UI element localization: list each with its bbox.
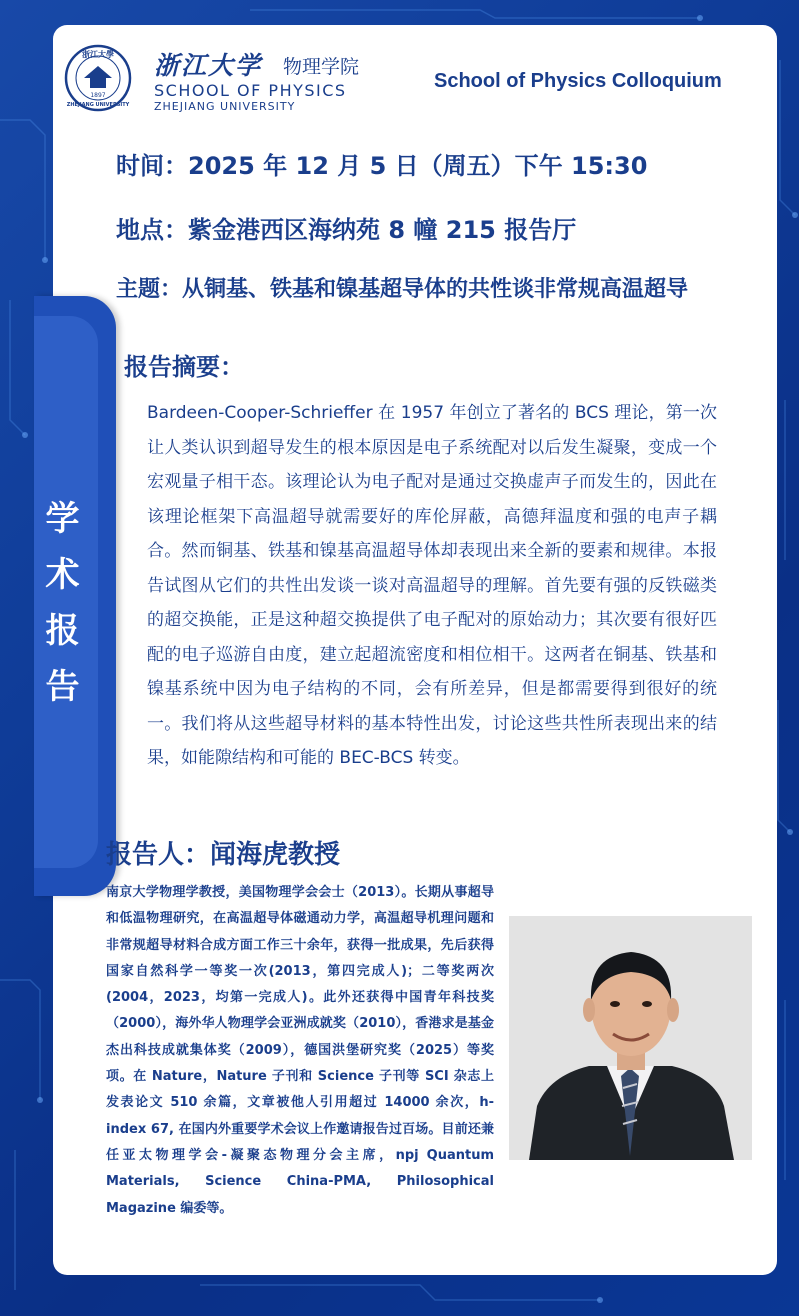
speaker-heading: 报告人：闻海虎教授 [106,840,341,870]
event-topic: 主题：从铜基、铁基和镍基超导体的共性谈非常规高温超导 [116,277,689,302]
seal-year: 1897 [90,92,106,99]
university-name-en: ZHEJIANG UNIVERSITY [154,100,296,113]
event-location: 地点：紫金港西区海纳苑 8 幢 215 报告厅 [116,216,577,244]
speaker-portrait-illustration [509,916,752,1160]
speaker-photo [509,916,752,1160]
school-name-en: SCHOOL OF PHYSICS [154,81,347,100]
university-name-cn: 浙江大学 [154,51,263,80]
abstract-body: Bardeen-Cooper-Schrieffer 在 1957 年创立了著名的 BCS 理论，第一次让人类认识到超导发生的根本原因是电子系统配对以后发生凝聚，变成一个宏观量子相干态。该理论认为电子配对是通过交换虚声子而发生的，因此在该理论框架下高温超导就需要好的库伦屏蔽，高德拜温度和强的电声子耦合。然而铜基、铁基和镍基高温超导体却表现出来全新的要素和规律。本报告试图从它们的共性出发谈一谈对高温超导的理解。首先要有强的反铁磁类的超交换能，正是这种超交换提供了电子配对的原始动力；其次要有很好匹配的电子巡游自由度，建立起超流密度和相位相干。这两者在铜基、铁基和镍基系统中因为电子结构的不同，会有所差异，但是都需要得到很好的统一。我们将从这些超导材料的基本特性出发，讨论这些共性所表现出来的结果，如能隙结构和可能的 BEC-BCS 转变。 [147,403,717,768]
colloquium-title: School of Physics Colloquium [434,70,722,92]
seal-top-text: 浙江大學 [82,49,114,59]
speaker-bio: 南京大学物理学教授，美国物理学会会士（2013）。长期从事超导和低温物理研究，在高温超导体磁通动力学，高温超导机理问题和非常规超导材料合成方面工作三十余年，获得一批成果，先后获得国家自然科学一等奖一次(2013，第四完成人)；二等奖两次(2004，2023，均第一完成人)。此外还获得中国青年科技奖（2000），海外华人物理学会亚洲成就奖（2010），香港求是基金杰出科技成就集体奖（2009），德国洪堡研究奖（2025）等奖项。在 Nature，Nature 子刊和 Science 子刊等 SCI 杂志上发表论文 510 余篇，文章被他人引用超过 14000 余次，h-index 67, 在国内外重要学术会议上作邀请报告过百场。目前还兼任亚太物理学会-凝聚态物理分会主席，npj Quantum Materials, Science China-PMA, Philosophical Magazine 编委等。 [106,885,494,1216]
side-tab-label: 学术报告 [39,500,79,724]
department-name-cn: 物理学院 [283,56,360,78]
event-time: 时间：2025 年 12 月 5 日（周五）下午 15:30 [116,152,648,180]
seal-bottom-text: ZHEJIANG UNIVERSITY [66,102,130,108]
abstract-heading: 报告摘要： [124,353,244,381]
zju-seal-logo [64,44,132,112]
